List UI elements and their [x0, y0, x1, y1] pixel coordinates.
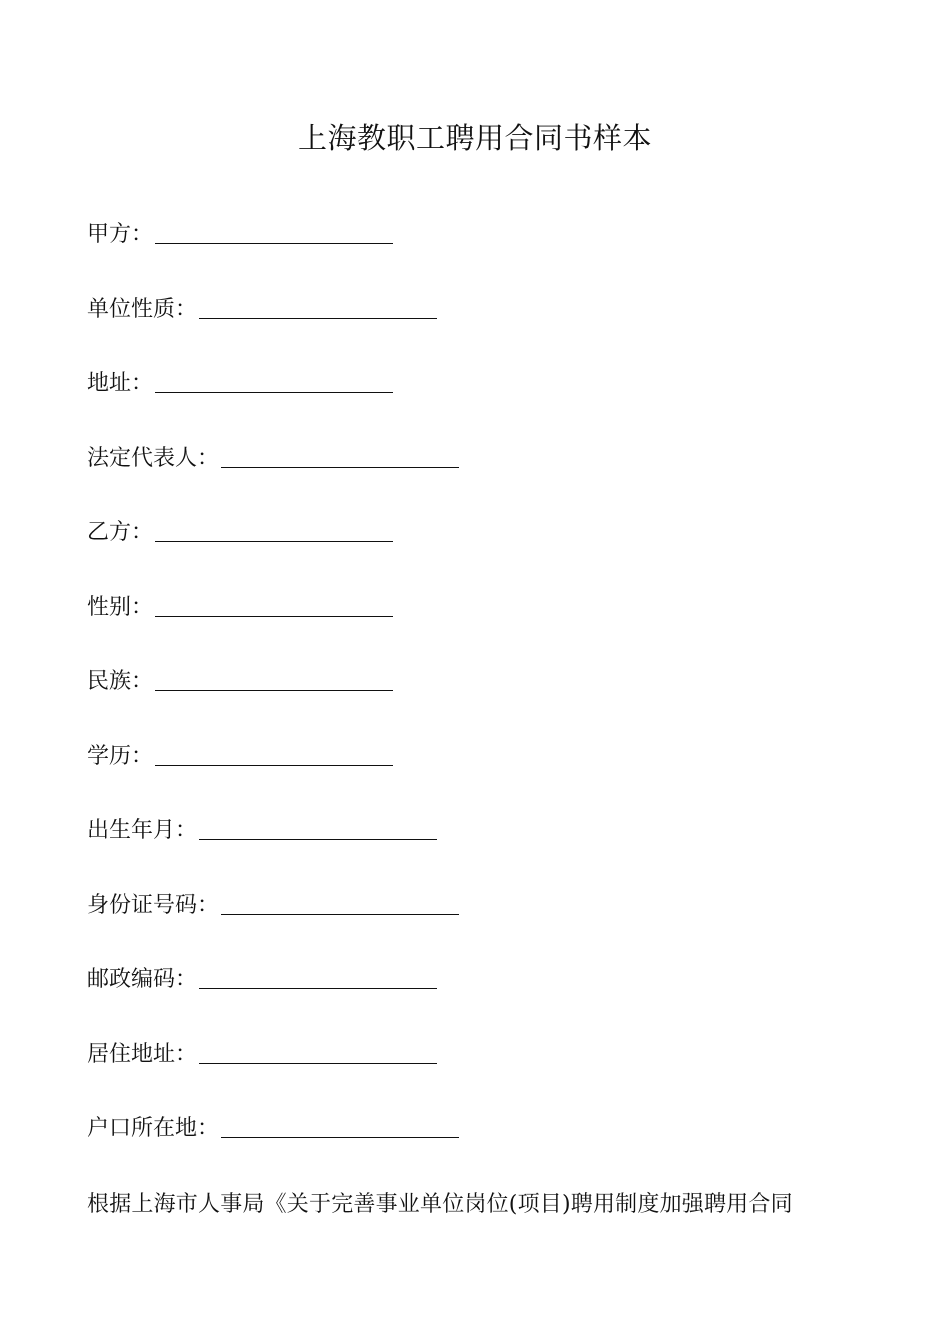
field-label: 民族： — [87, 669, 154, 694]
field-label: 居住地址： — [87, 1041, 198, 1067]
fill-in-blank — [155, 665, 393, 691]
fill-in-blank — [199, 814, 437, 840]
fill-in-blank — [199, 1038, 437, 1064]
field-label: 出生年月： — [87, 818, 198, 843]
fill-in-blank — [155, 367, 393, 393]
field-gender — [87, 591, 887, 666]
field-birth-date — [87, 814, 887, 889]
fill-in-blank — [155, 740, 393, 766]
field-household-registration — [87, 1112, 887, 1187]
field-ethnicity — [87, 665, 887, 740]
field-label: 法定代表人： — [87, 445, 220, 471]
field-label: 性别： — [87, 594, 154, 620]
field-legal-representative — [87, 442, 887, 517]
field-address — [87, 367, 887, 442]
contract-fields — [87, 218, 887, 1187]
fill-in-blank — [155, 516, 393, 542]
fill-in-blank — [199, 963, 437, 989]
field-label: 学历： — [87, 743, 154, 769]
fill-in-blank — [155, 591, 393, 617]
fill-in-blank — [221, 442, 459, 468]
field-education — [87, 740, 887, 815]
field-label: 乙方： — [87, 520, 154, 545]
field-unit-nature — [87, 293, 887, 368]
body-paragraph: 根据上海市人事局《关于完善事业单位岗位(项目)聘用制度加强聘用合同 — [87, 1192, 793, 1217]
field-party-a — [87, 218, 887, 293]
fill-in-blank — [221, 889, 459, 915]
field-label: 单位性质： — [87, 296, 198, 322]
fill-in-blank — [199, 293, 437, 319]
field-postal-code — [87, 963, 887, 1038]
field-label: 邮政编码： — [87, 967, 198, 992]
field-label: 甲方： — [87, 222, 154, 247]
field-label: 地址： — [87, 371, 154, 396]
field-party-b — [87, 516, 887, 591]
field-label: 身份证号码： — [87, 892, 220, 918]
field-residential-address — [87, 1038, 887, 1113]
field-label: 户口所在地： — [87, 1116, 220, 1141]
document-title: 上海教职工聘用合同书样本 — [297, 121, 652, 155]
fill-in-blank — [155, 218, 393, 244]
fill-in-blank — [221, 1112, 459, 1138]
field-id-number — [87, 889, 887, 964]
